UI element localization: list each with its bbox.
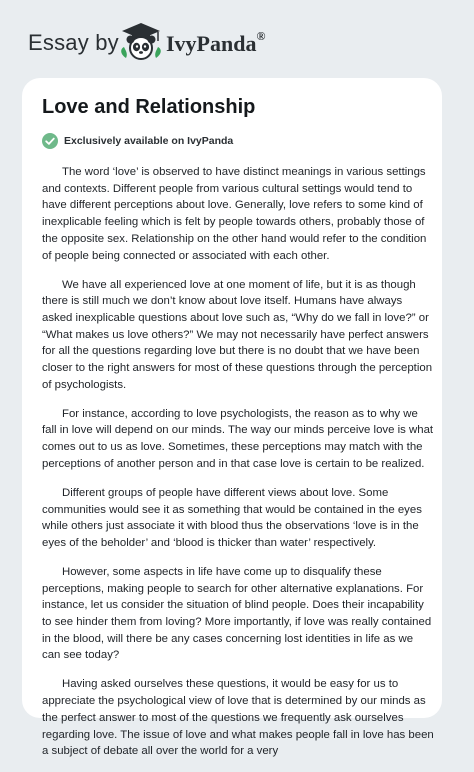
site-header bbox=[0, 0, 474, 78]
page-title: Love and Relationship bbox=[42, 96, 256, 118]
essay-body bbox=[42, 164, 434, 772]
paragraph: The word ‘love’ is observed to have distinct meanings in various settings and contexts. Different people from various cultural settings would tend to have different perceptions about love. Generally, love refers to some kind of inexplicable feeling which is felt by people towards others, probably those of the opposite sex. Relationship on the other hand would refer to the condition of people being connected or associated with each other. bbox=[42, 166, 427, 262]
paragraph: For instance, according to love psychologists, the reason as to why we fall in love will depend on our minds. The way our minds perceive love is what comes out to us as love. Sometimes, these perceptions may match with the perceptions of another person and in that case love is certain to be realized. bbox=[42, 407, 434, 470]
check-circle-icon bbox=[42, 133, 58, 149]
paragraph: Having asked ourselves these questions, it would be easy for us to appreciate the psychological view of love that is determined by our minds as the perfect answer to most of the questions we frequently ask ourselves regarding love. The issue of love and what makes people fall in love has been a subject of debate all over the world for a very bbox=[42, 678, 434, 758]
paragraph: Different groups of people have different views about love. Some communities would see it as something that would be contained in the eyes while others just associate it with blood thus the observations ‘love is in the eyes of the beholder’ and ‘blood is thicker than water’ respectively. bbox=[42, 486, 422, 549]
registered-mark: ® bbox=[256, 29, 266, 43]
exclusive-badge-text: Exclusively available on IvyPanda bbox=[64, 135, 234, 147]
paragraph: However, some aspects in life have come up to disqualify these perceptions, making people to search for other alternative explanations. For instance, let us consider the situation of blind people. Does their incapability to see hinder them from loving? More importantly, if love was really contained in the blood, will there be any cases concerning lost identities in life as we can see today? bbox=[42, 565, 432, 662]
panda-graduate-icon bbox=[118, 21, 164, 63]
essay-by-label: Essay by bbox=[28, 30, 119, 55]
ivypanda-logo[interactable] bbox=[118, 21, 278, 63]
paragraph: We have all experienced love at one moment of life, but it is as though there is still much we don’t know about love itself. Humans have always asked inexplicable questions about love such as, “Why do we fall in love?” or “What makes us love others?” We may not necessarily have perfect answers for all the questions regarding love but there is no doubt that we have been closer to the right answers for most of these questions through the perception of psychologists. bbox=[42, 278, 433, 391]
exclusive-badge bbox=[42, 132, 233, 150]
brand-name: IvyPanda® bbox=[166, 29, 266, 56]
essay-card bbox=[22, 78, 442, 758]
